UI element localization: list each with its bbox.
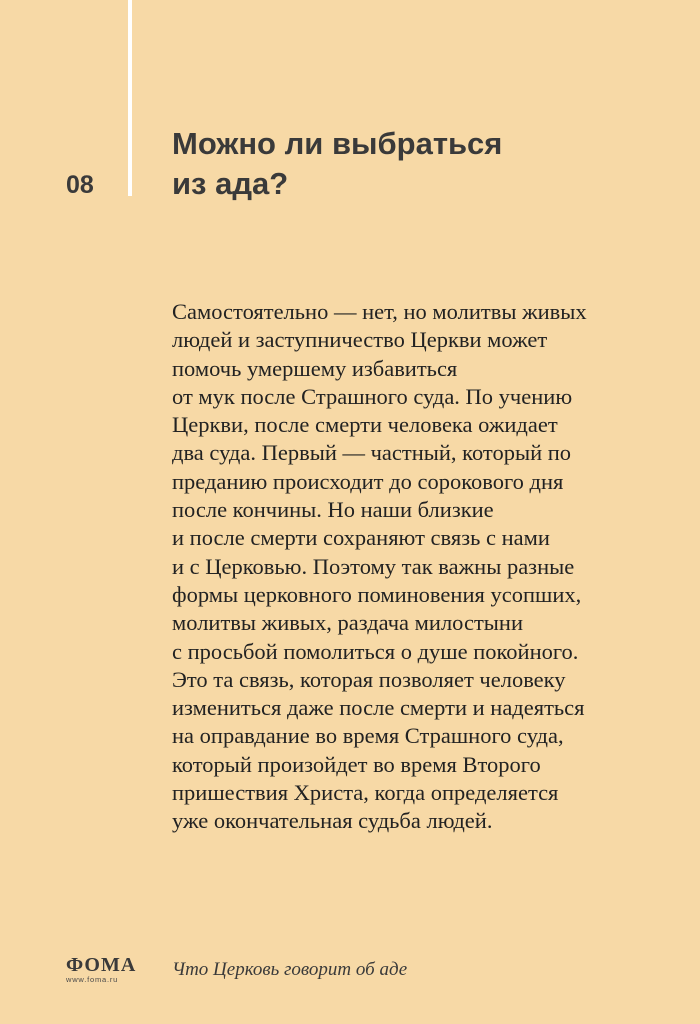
body-line: людей и заступничество Церкви может — [172, 327, 548, 353]
body-text — [172, 298, 672, 836]
page-title — [172, 124, 652, 204]
body-line: после кончины. Но наши близкие — [172, 497, 494, 523]
body-line: и после смерти сохраняют связь с нами — [172, 525, 550, 551]
body-line: который произойдет во время Второго — [172, 751, 541, 777]
foma-logo[interactable] — [66, 955, 138, 984]
title-line: из ада? — [172, 166, 289, 201]
body-line: и с Церковью. Поэтому так важны разные — [172, 553, 575, 579]
body-line: пришествия Христа, когда определяется — [172, 780, 559, 806]
footer-caption: Что Церковь говорит об аде — [172, 959, 408, 980]
body-line: от мук после Страшного суда. По учению — [172, 383, 573, 409]
body-line: уже окончательная судьба людей. — [172, 808, 493, 834]
logo-text: ФОМА — [66, 954, 137, 976]
body-line: с просьбой помолиться о душе покойного. — [172, 638, 579, 664]
title-line: Можно ли выбраться — [172, 126, 503, 161]
body-line: помочь умершему избавиться — [172, 355, 458, 381]
body-line: Это та связь, которая позволяет человеку — [172, 666, 566, 692]
page-number: 08 — [66, 171, 94, 199]
logo-url: www.foma.ru — [66, 975, 119, 984]
body-line: два суда. Первый — частный, который по — [172, 440, 572, 466]
body-line: молитвы живых, раздача милостыни — [172, 610, 524, 636]
body-line: формы церковного поминовения усопших, — [172, 581, 582, 607]
body-line: измениться даже после смерти и надеяться — [172, 695, 585, 721]
body-line: на оправдание во время Страшного суда, — [172, 723, 564, 749]
vertical-divider — [128, 0, 132, 196]
body-line: Самостоятельно — нет, но молитвы живых — [172, 299, 587, 324]
body-line: Церкви, после смерти человека ожидает — [172, 412, 558, 438]
body-line: преданию происходит до сорокового дня — [172, 468, 564, 494]
